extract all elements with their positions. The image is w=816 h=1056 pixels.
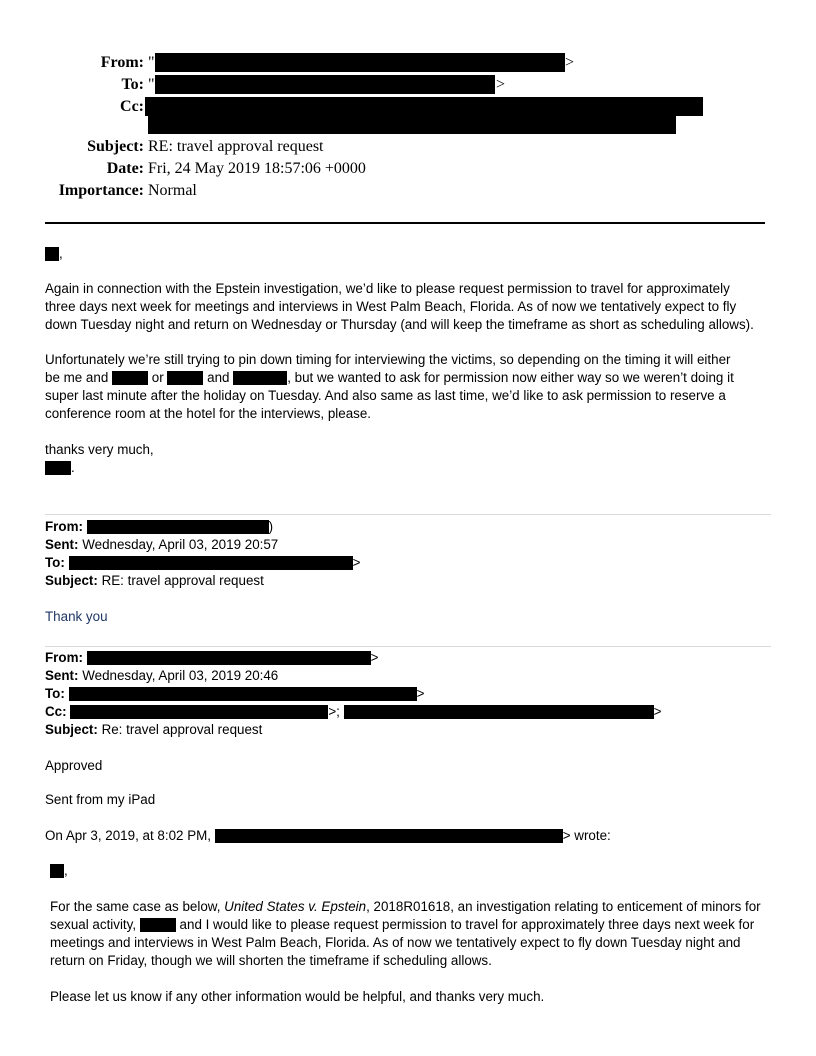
redaction-quote-sender bbox=[215, 829, 563, 843]
redaction-cc-2 bbox=[148, 116, 676, 134]
redaction-person-2 bbox=[167, 371, 203, 385]
paragraph-2-line: conference room at the hotel for the interviews, please. bbox=[45, 406, 372, 421]
message2-body: Thank you bbox=[45, 609, 108, 624]
from-close: > bbox=[565, 54, 575, 71]
paragraph-2-line: super last minute after the holiday on Tuesday. And also same as last time, we’d like to ask permission to reserve a bbox=[45, 388, 726, 403]
redaction-person-3 bbox=[233, 371, 287, 385]
to-label: To: bbox=[121, 76, 144, 93]
paragraph-1-line: three days next week for meetings and interviews in West Palm Beach, Florida. As of now we tentatively expect to fly bbox=[45, 299, 737, 314]
from-label: From: bbox=[100, 54, 144, 71]
redaction-message2-from bbox=[87, 520, 269, 534]
redaction-greeting-name bbox=[45, 247, 59, 261]
header-divider bbox=[45, 222, 765, 224]
redaction-message3-cc-1 bbox=[70, 705, 328, 719]
quoted-line: meetings and interviews in West Palm Beach, Florida. As of now we tentatively expect to fly down Tuesday night and bbox=[50, 935, 741, 950]
message2-to: To: > bbox=[45, 555, 361, 570]
signoff: thanks very much, bbox=[45, 442, 154, 457]
redaction-message3-cc-2 bbox=[344, 705, 654, 719]
quote-intro: On Apr 3, 2019, at 8:02 PM, > wrote: bbox=[45, 828, 611, 843]
redaction-message3-from bbox=[87, 651, 371, 665]
redaction-cc-1 bbox=[145, 97, 703, 116]
quoted-line: For the same case as below, United States v. Epstein, 2018R01618, an investigation relating to enticement of minors for bbox=[50, 899, 761, 914]
message3-sent: Sent: Wednesday, April 03, 2019 20:46 bbox=[45, 668, 279, 683]
date-value: Fri, 24 May 2019 18:57:06 +0000 bbox=[148, 160, 366, 177]
quoted-greeting: , bbox=[50, 862, 775, 880]
quoted-line: return on Friday, though we will shorten the timeframe if scheduling allows. bbox=[50, 953, 492, 968]
redaction-quoted-person bbox=[140, 918, 176, 932]
redaction-message2-to bbox=[69, 556, 353, 570]
message3-signature: Sent from my iPad bbox=[45, 792, 156, 807]
cc-label: Cc: bbox=[120, 98, 144, 115]
message3-from: From: > bbox=[45, 650, 379, 665]
redaction-from bbox=[155, 53, 565, 72]
redaction-signature bbox=[45, 461, 71, 475]
quoted-closing: Please let us know if any other information would be helpful, and thanks very much. bbox=[50, 989, 545, 1004]
greeting: , bbox=[45, 245, 63, 263]
message2-subject: Subject: RE: travel approval request bbox=[45, 573, 264, 588]
quoted-line: sexual activity, and I would like to please request permission to travel for approximately three days next week for bbox=[50, 917, 755, 932]
divider-message2 bbox=[45, 514, 771, 515]
redaction-quoted-greeting-name bbox=[50, 864, 64, 878]
to-close: > bbox=[496, 76, 506, 93]
message3-cc: Cc: >; > bbox=[45, 704, 662, 719]
importance-label: Importance: bbox=[58, 182, 144, 199]
subject-value: RE: travel approval request bbox=[148, 138, 324, 155]
signature: . bbox=[45, 459, 75, 477]
to-open-quote: " bbox=[148, 76, 155, 93]
message2-from: From: ) bbox=[45, 519, 274, 534]
paragraph-2-line: be me and or and , but we wanted to ask for permission now either way so we weren’t doing it bbox=[45, 370, 734, 385]
redaction-to bbox=[155, 75, 495, 94]
message2-sent: Sent: Wednesday, April 03, 2019 20:57 bbox=[45, 537, 279, 552]
paragraph-1-line: down Tuesday night and return on Wednesday or Thursday (and will keep the timeframe as short as scheduling allows). bbox=[45, 317, 754, 332]
paragraph-1 bbox=[45, 280, 775, 334]
paragraph-2-line: Unfortunately we’re still trying to pin down timing for interviewing the victims, so depending on the timing it will either bbox=[45, 352, 731, 367]
from-open-quote: " bbox=[148, 54, 155, 71]
redaction-message3-to bbox=[69, 687, 417, 701]
message3-to: To: > bbox=[45, 686, 425, 701]
message3-subject: Subject: Re: travel approval request bbox=[45, 722, 263, 737]
date-label: Date: bbox=[106, 160, 144, 177]
divider-message3 bbox=[45, 646, 771, 647]
paragraph-1-line: Again in connection with the Epstein investigation, we’d like to please request permission to travel for approximately bbox=[45, 281, 730, 296]
paragraph-2 bbox=[45, 351, 775, 423]
subject-label: Subject: bbox=[87, 138, 144, 155]
redaction-person-1 bbox=[112, 371, 148, 385]
quoted-paragraph bbox=[50, 898, 775, 970]
message3-body: Approved bbox=[45, 758, 103, 773]
importance-value: Normal bbox=[148, 182, 197, 199]
